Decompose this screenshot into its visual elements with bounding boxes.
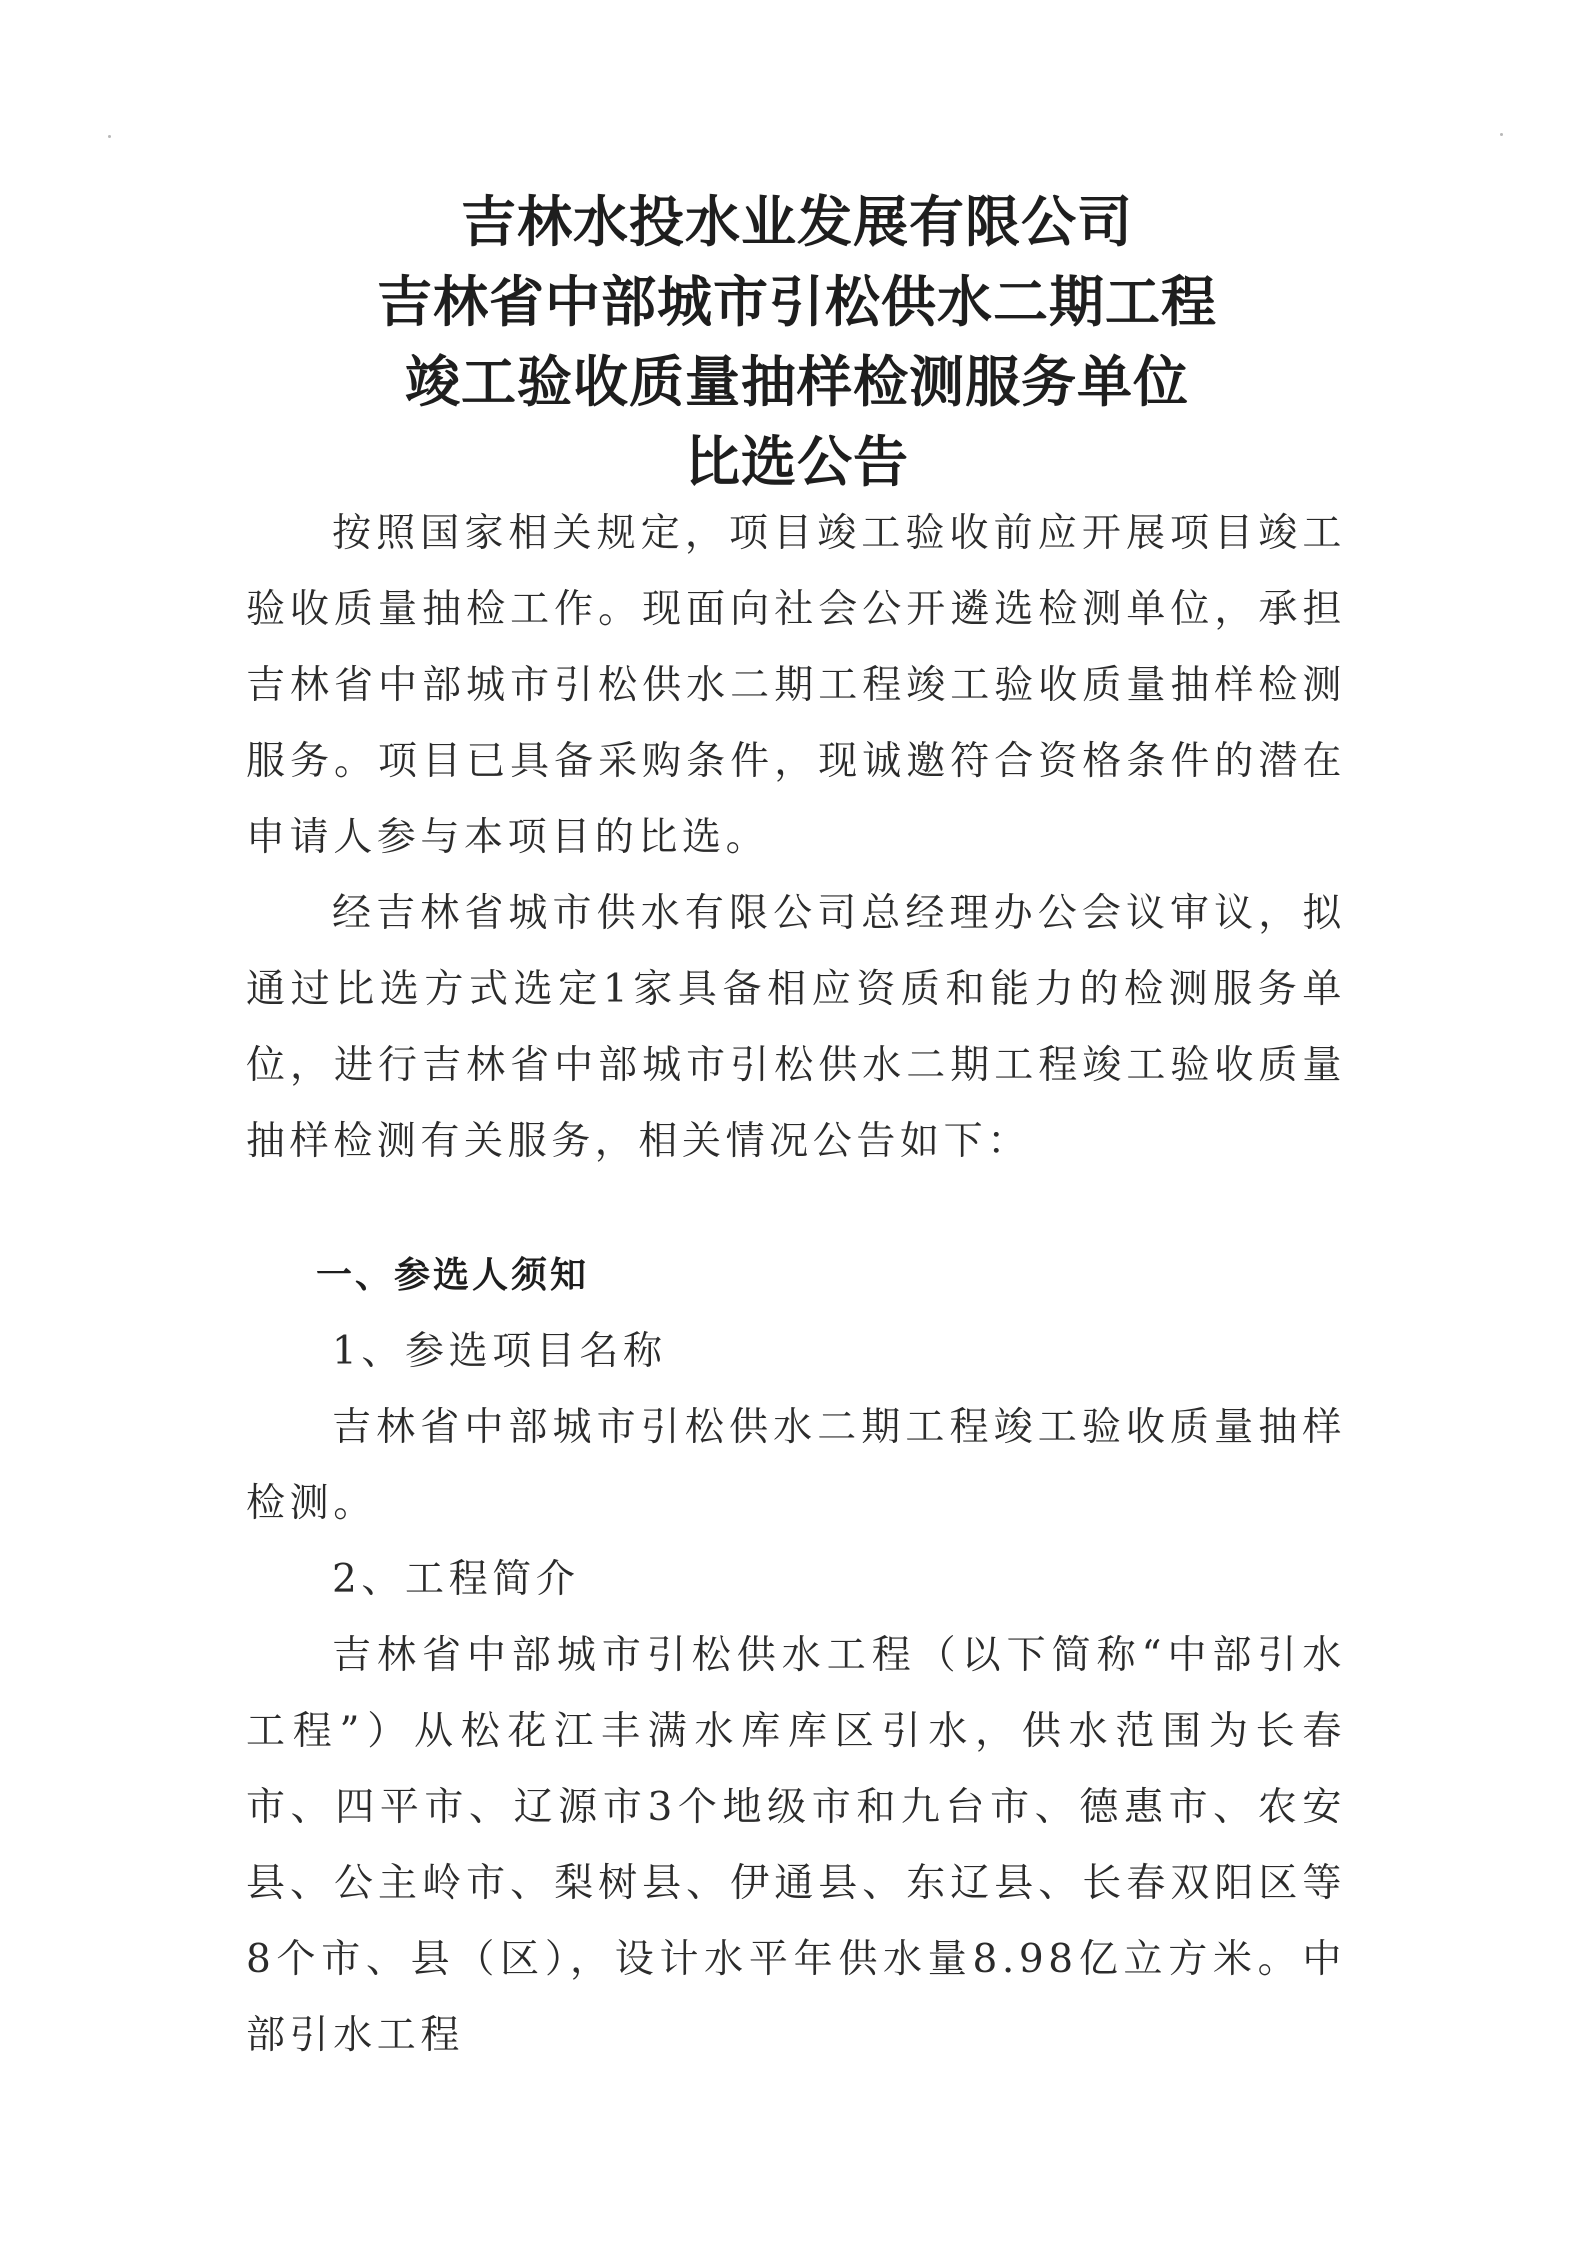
title-line-service: 竣工验收质量抽样检测服务单位 xyxy=(404,350,1189,414)
intro-paragraph-2: 经吉林省城市供水有限公司总经理办公会议审议，拟通过比选方式选定1家具备相应资质和能力的检测服务单位，进行吉林省中部城市引松供水二期工程竣工验收质量抽样检测有关服务，相关情况公告如下： xyxy=(246,891,1346,1164)
item-1-text: 吉林省中部城市引松供水二期工程竣工验收质量抽样检测。 xyxy=(246,1405,1346,1526)
document-title xyxy=(0,182,1594,502)
item-2-text: 吉林省中部城市引松供水工程（以下简称“中部引水工程”）从松花江丰满水库库区引水，供水范围为长春市、四平市、辽源市3个地级市和九台市、德惠市、农安县、公主岭市、梨树县、伊通县、东辽县、长春双阳区等8个市、县（区），设计水平年供水量8.98亿立方米。中部引水工程 xyxy=(246,1633,1346,2058)
section-heading-applicant-notice: 一、参选人须知 xyxy=(316,1255,590,1296)
scan-speck xyxy=(108,135,111,138)
item-2-title: 2、工程简介 xyxy=(332,1557,580,1602)
title-line-notice: 比选公告 xyxy=(684,430,909,494)
scan-speck xyxy=(1500,133,1503,136)
document-body xyxy=(246,496,1346,2074)
title-line-company: 吉林水投水业发展有限公司 xyxy=(460,190,1133,254)
item-1-title: 1、参选项目名称 xyxy=(332,1329,667,1374)
section-spacer xyxy=(246,1180,1346,1238)
title-line-project: 吉林省中部城市引松供水二期工程 xyxy=(376,270,1217,334)
intro-paragraph-1: 按照国家相关规定，项目竣工验收前应开展项目竣工验收质量抽检工作。现面向社会公开遴选检测单位，承担吉林省中部城市引松供水二期工程竣工验收质量抽样检测服务。项目已具备采购条件，现诚邀符合资格条件的潜在申请人参与本项目的比选。 xyxy=(246,511,1346,860)
